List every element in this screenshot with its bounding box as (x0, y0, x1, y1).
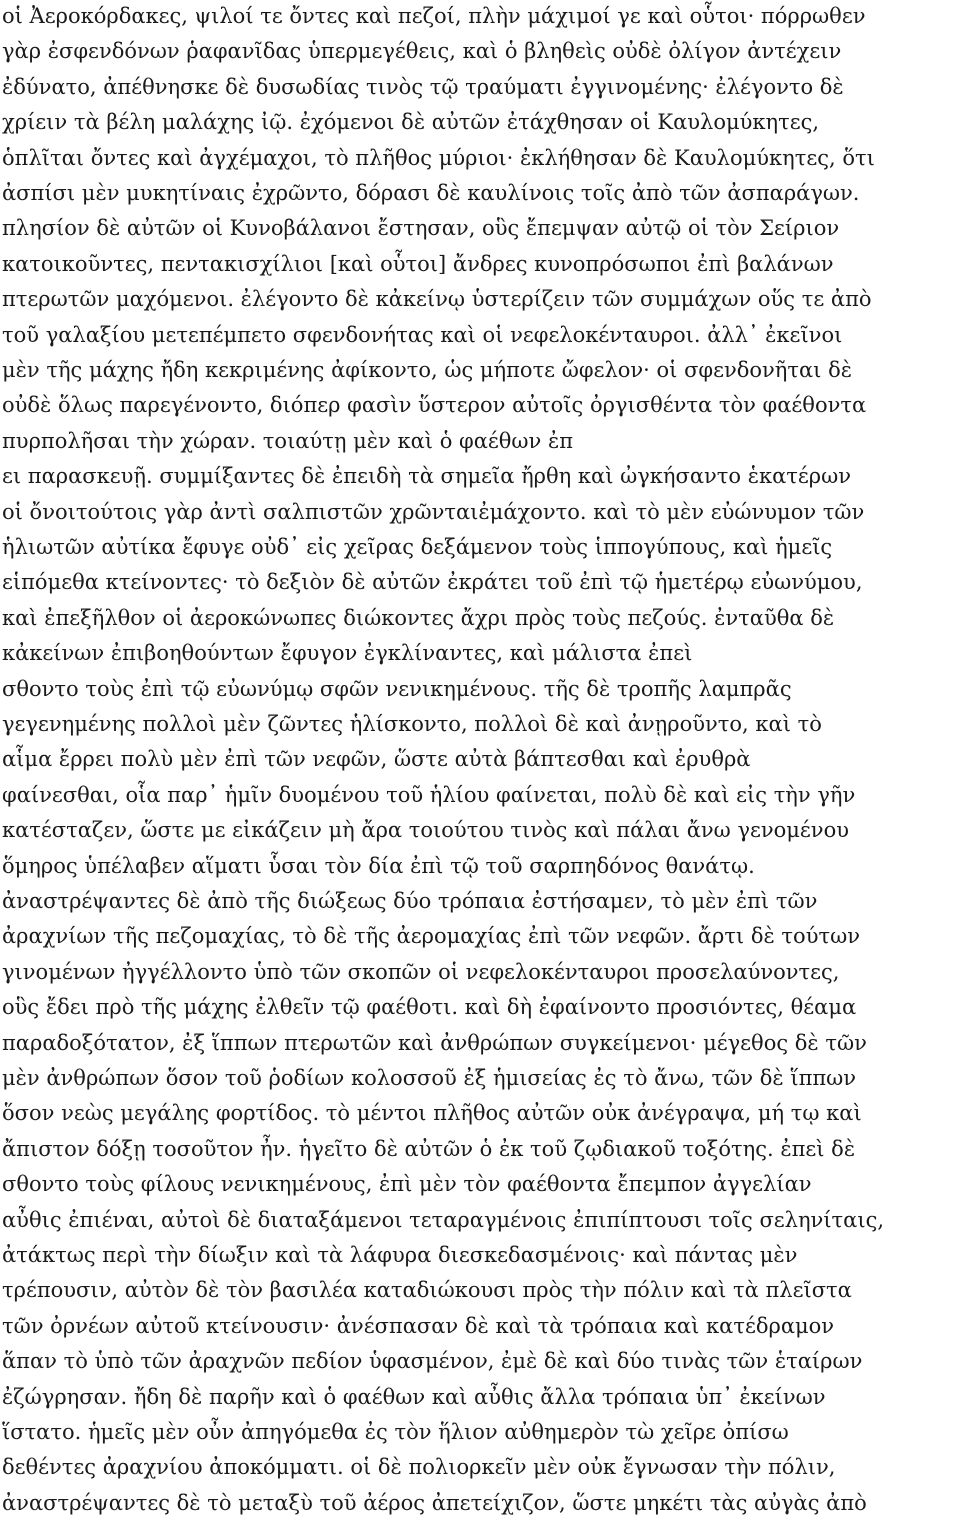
text-line: οὓς ἔδει πρὸ τῆς μάχης ἐλθεῖν τῷ φαέθοτι. καὶ δὴ ἐφαίνοντο προσιόντες, θέαμα (2, 995, 857, 1020)
text-line: γεγενημένης πολλοὶ μὲν ζῶντες ἡλίσκοντο, πολλοὶ δὲ καὶ ἀνῃροῦντο, καὶ τὸ (2, 712, 822, 736)
text-line: ὅμηρος ὑπέλαβεν αἵματι ὗσαι τὸν δία ἐπὶ τῷ τοῦ σαρπηδόνος θανάτῳ. (2, 853, 755, 878)
text-line: μὲν τῆς μάχης ἤδη κεκριμένης ἀφίκοντο, ὡς μήποτε ὤφελον· οἱ σφενδονῆται δὲ (2, 358, 853, 382)
text-line: ἵστατο. ἡμεῖς μὲν οὖν ἀπηγόμεθα ἐς τὸν ἥλιον αὐθημερὸν τὼ χεῖρε ὀπίσω (2, 1420, 789, 1444)
text-line: πτερωτῶν μαχόμενοι. ἐλέγοντο δὲ κἀκείνῳ ὑστερίζειν τῶν συμμάχων οὕς τε ἀπὸ (2, 287, 872, 312)
text-line: ἀναστρέψαντες δὲ ἀπὸ τῆς διώξεως δύο τρόπαια ἐστήσαμεν, τὸ μὲν ἐπὶ τῶν (2, 889, 818, 913)
text-line: ἐδύνατο, ἀπέθνησκε δὲ δυσωδίας τινὸς τῷ τραύματι ἐγγινομένης· ἐλέγοντο δὲ (2, 74, 844, 99)
text-line: οὐδὲ ὅλως παρεγένοντο, διόπερ φασὶν ὕστερον αὐτοῖς ὀργισθέντα τὸν φαέθοντα (2, 393, 867, 418)
text-line: ἅπαν τὸ ὑπὸ τῶν ἀραχνῶν πεδίον ὑφασμένον, ἐμὲ δὲ καὶ δύο τινὰς τῶν ἑταίρων (2, 1349, 863, 1374)
text-line: αὖθις ἐπιέναι, αὐτοὶ δὲ διαταξάμενοι τεταραγμένοις ἐπιπίπτουσι τοῖς σεληνίταις, (2, 1207, 885, 1232)
text-line: πλησίον δὲ αὐτῶν οἱ Κυνοβάλανοι ἔστησαν, οὓς ἔπεμψαν αὐτῷ οἱ τὸν Σείριον (2, 216, 840, 241)
text-line: σθοντο τοὺς ἐπὶ τῷ εὐωνύμῳ σφῶν νενικημένους. τῆς δὲ τροπῆς λαμπρᾶς (2, 676, 792, 701)
text-line: φαίνεσθαι, οἷα παρ᾽ ἡμῖν δυομένου τοῦ ἡλίου φαίνεται, πολὺ δὲ καὶ εἰς τὴν γῆν (2, 782, 856, 807)
text-line: ἄπιστον δόξῃ τοσοῦτον ἦν. ἡγεῖτο δὲ αὐτῶν ὁ ἐκ τοῦ ζῳδιακοῦ τοξότης. ἐπεὶ δὲ (2, 1136, 856, 1161)
text-line: κἀκείνων ἐπιβοηθούντων ἔφυγον ἐγκλίναντες, καὶ μάλιστα ἐπεὶ (2, 641, 693, 666)
text-line: ἀσπίσι μὲν μυκητίναις ἐχρῶντο, δόρασι δὲ καυλίνοις τοῖς ἀπὸ τῶν ἀσπαράγων. (2, 181, 860, 205)
text-line: γὰρ ἐσφενδόνων ῥαφανῖδας ὑπερμεγέθεις, καὶ ὁ βληθεὶς οὐδὲ ὀλίγον ἀντέχειν (2, 39, 842, 64)
text-line: ἀναστρέψαντες δὲ τὸ μεταξὺ τοῦ ἀέρος ἀπετείχιζον, ὥστε μηκέτι τὰς αὐγὰς ἀπὸ (2, 1490, 867, 1515)
text-line: ἀραχνίων τῆς πεζομαχίας, τὸ δὲ τῆς ἀερομαχίας ἐπὶ τῶν νεφῶν. ἄρτι δὲ τούτων (2, 924, 860, 949)
text-line: χρίειν τὰ βέλη μαλάχης ἰῷ. ἐχόμενοι δὲ αὐτῶν ἐτάχθησαν οἱ Καυλομύκητες, (2, 110, 820, 135)
text-line: κατοικοῦντες, πεντακισχίλιοι [καὶ οὗτοι] ἄνδρες κυνοπρόσωποι ἐπὶ βαλάνων (2, 251, 834, 276)
text-line: γινομένων ἠγγέλλοντο ὑπὸ τῶν σκοπῶν οἱ νεφελοκένταυροι προσελαύνοντες, (2, 959, 840, 984)
text-line: ὅσον νεὼς μεγάλης φορτίδος. τὸ μέντοι πλῆθος αὐτῶν οὐκ ἀνέγραψα, μή τῳ καὶ (2, 1101, 862, 1126)
text-line: σθοντο τοὺς φίλους νενικημένους, ἐπὶ μὲν τὸν φαέθοντα ἔπεμπον ἀγγελίαν (2, 1172, 812, 1197)
text-line: οἱ ὄνοιτούτοις γὰρ ἀντὶ σαλπιστῶν χρῶνταιἐμάχοντο. καὶ τὸ μὲν εὐώνυμον τῶν (2, 499, 865, 524)
text-line: δεθέντες ἀραχνίου ἀποκόμματι. οἱ δὲ πολιορκεῖν μὲν οὐκ ἔγνωσαν τὴν πόλιν, (2, 1455, 836, 1480)
text-line: μὲν ἀνθρώπων ὅσον τοῦ ῥοδίων κολοσσοῦ ἐξ ἡμισείας ἐς τὸ ἄνω, τῶν δὲ ἵππων (2, 1066, 857, 1090)
text-line: τοῦ γαλαξίου μετεπέμπετο σφενδονήτας καὶ οἱ νεφελοκένταυροι. ἀλλ᾽ ἐκεῖνοι (2, 322, 843, 347)
text-line: καὶ ἐπεξῆλθον οἱ ἀεροκώνωπες διώκοντες ἄχρι πρὸς τοὺς πεζούς. ἐνταῦθα δὲ (2, 605, 835, 630)
text-line: παραδοξότατον, ἐξ ἵππων πτερωτῶν καὶ ἀνθρώπων συγκείμενοι· μέγεθος δὲ τῶν (2, 1030, 867, 1055)
text-line: ὁπλῖται ὄντες καὶ ἀγχέμαχοι, τὸ πλῆθος μύριοι· ἐκλήθησαν δὲ Καυλομύκητες, ὅτι (2, 145, 875, 170)
text-line: εἱπόμεθα κτείνοντες· τὸ δεξιὸν δὲ αὐτῶν ἐκράτει τοῦ ἐπὶ τῷ ἡμετέρῳ εὐωνύμου, (2, 570, 863, 595)
text-line: τρέπουσιν, αὐτὸν δὲ τὸν βασιλέα καταδιώκουσι πρὸς τὴν πόλιν καὶ τὰ πλεῖστα (2, 1278, 852, 1303)
text-line: ἀτάκτως περὶ τὴν δίωξιν καὶ τὰ λάφυρα διεσκεδασμένοις· καὶ πάντας μὲν (2, 1243, 798, 1267)
text-line: κατέσταζεν, ὥστε με εἰκάζειν μὴ ἄρα τοιούτου τινὸς καὶ πάλαι ἄνω γενομένου (2, 818, 849, 843)
text-line: ει παρασκευῇ. συμμίξαντες δὲ ἐπειδὴ τὰ σημεῖα ἤρθη καὶ ὠγκήσαντο ἑκατέρων (2, 464, 852, 489)
text-line: τῶν ὀρνέων αὐτοῦ κτείνουσιν· ἀνέσπασαν δὲ καὶ τὰ τρόπαια καὶ κατέδραμον (2, 1313, 835, 1338)
text-line: πυρπολῆσαι τὴν χώραν. τοιαύτῃ μὲν καὶ ὁ φαέθων ἐπ (2, 428, 574, 453)
text-line: οἱ Ἀεροκόρδακες, ψιλοί τε ὄντες καὶ πεζοί, πλὴν μάχιμοί γε καὶ οὗτοι· πόρρωθεν (2, 4, 866, 28)
text-line: ἐζώγρησαν. ἤδη δὲ παρῆν καὶ ὁ φαέθων καὶ αὖθις ἄλλα τρόπαια ὑπ᾽ ἐκείνων (2, 1384, 826, 1409)
text-line: αἷμα ἔρρει πολὺ μὲν ἐπὶ τῶν νεφῶν, ὥστε αὐτὰ βάπτεσθαι καὶ ἐρυθρὰ (2, 747, 751, 772)
text-line: ἡλιωτῶν αὐτίκα ἔφυγε οὐδ᾽ εἰς χεῖρας δεξάμενον τοὺς ἱππογύπους, καὶ ἡμεῖς (2, 535, 833, 559)
